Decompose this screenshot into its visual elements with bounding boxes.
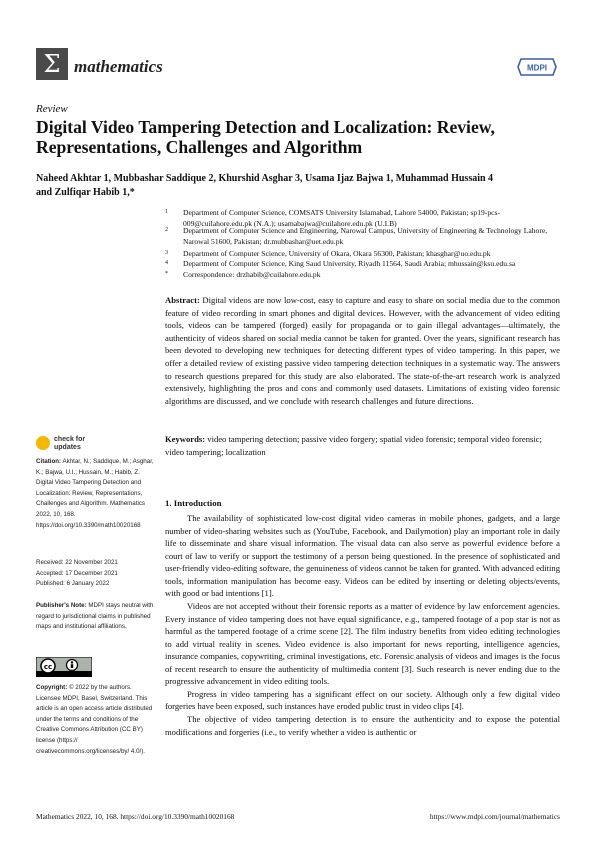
paragraph: The objective of video tampering detection is to ensure the authenticity and to expose the potential modifications and forgeries (i.e., to verify whether a video is authentic or	[165, 714, 560, 737]
citation-label: Citation:	[36, 458, 62, 465]
keywords	[165, 433, 560, 458]
page-footer	[36, 812, 560, 821]
paragraph: Progress in video tampering has a significant effect on our society. Although only a few digital video forgeries have been exposed, such instances have eroded public trust in video clips [4].	[165, 688, 560, 712]
publisher-note	[36, 601, 154, 633]
svg-text:cc: cc	[43, 663, 53, 671]
check-line-1: check for	[54, 436, 86, 443]
check-for-updates-badge[interactable]	[36, 436, 151, 456]
introduction-body	[165, 512, 560, 738]
copyright	[36, 683, 154, 757]
article-title: Digital Video Tampering Detection and Localization: Review, Representations, Challenges and Algorithm	[36, 117, 495, 157]
abstract-label: Abstract:	[165, 295, 200, 305]
accepted-date: Accepted: 17 December 2021	[36, 569, 118, 577]
citation	[36, 457, 154, 531]
paragraph: The availability of sophisticated low-cost digital video cameras in mobile phones, gadgets, and a large number of video-sharing websites such as (YouTube, Facebook, and Dailymotion) play an important role in daily life to disseminate and share visual information. The visual data can also serve as powerful evidence before a court of law to verify or support the testimony of a person being questioned. In the presence of sophisticated and user-friendly video-editing software, the genuineness of videos cannot be taken for granted. With advanced editing tools, information manipulation has become easy. Videos can be edited by inserting or deleting objects/events, with good or bad intentions [1].	[165, 513, 560, 599]
affiliation-text: Correspondence: drzhabib@cuilahore.edu.pk	[183, 270, 321, 279]
footer-url[interactable]: https://www.mdpi.com/journal/mathematics	[429, 812, 560, 821]
dates	[36, 558, 154, 590]
keywords-text: video tampering detection; passive video forgery; spatial video forensic; temporal video forensic; video tampering; localization	[165, 434, 542, 457]
journal-logo: Σ	[36, 48, 68, 80]
article-type: Review	[36, 103, 68, 115]
affiliation-number: 3	[165, 250, 168, 256]
copyright-label: Copyright:	[36, 684, 68, 691]
paragraph: Videos are not accepted without their forensic reports as a matter of evidence by law enforcement agencies. Every instance of video tampering does not have equal significance, e.g., tampered footage of a pop star is not as harmful as the tampered footage of a crime scene [2]. The film industry benefits from video editing technologies to add virtual reality in scenes. Video evidence is also important for news reporting, intelligence agencies, insurance companies, copywriting, criminal investigations, etc. Forensic analysis of videos and images is the focus of recent research to ensure the authenticity of multimedia content [3]. Such research is never ending due to the progressive advancement in video editing tools.	[165, 600, 560, 687]
citation-text: Akhtar, N.; Saddique, M.; Asghar, K.; Bajwa, U.I.; Hussain, M.; Habib, Z. Digital Video Tampering Detection and Localization: Review, Representations, Challenges and Algorithm. Mathematics 2022, 10, 168. https://doi.org/10.3390/math10020168	[36, 458, 154, 529]
author-line-2: and Zulfiqar Habib 1,*	[36, 187, 135, 198]
affiliation-text: Department of Computer Science, COMSATS University Islamabad, Lahore 54000, Pakistan; sp19-pcs-009@cuilahore.edu.pk (N.A.); usamabajwa@cuilahore.edu.pk (U.I.B)	[183, 208, 500, 228]
publisher-note-label: Publisher's Note:	[36, 602, 87, 609]
affiliation-number: 1	[165, 209, 168, 215]
author-line-1: Naheed Akhtar 1, Mubbashar Saddique 2, Khurshid Asghar 3, Usama Ijaz Bajwa 1, Muhammad Hussain 4	[36, 173, 494, 184]
mdpi-text: MDPI	[527, 63, 547, 73]
affiliation-number: 4	[165, 260, 168, 266]
affiliation-text: Department of Computer Science, King Saud University, Riyadh 11564, Saudi Arabia; mhussain@ksu.edu.sa	[183, 259, 516, 268]
check-updates-icon	[36, 436, 50, 450]
published-date: Published: 6 January 2022	[36, 580, 110, 588]
affiliation-number: *	[165, 271, 168, 277]
mdpi-logo	[517, 58, 557, 76]
affiliation-text: Department of Computer Science and Engineering, Narowal Campus, University of Engineering & Technology Lahore, Narowal 51600, Pakistan; dr.mubbashar@uet.edu.pk	[183, 226, 548, 246]
journal-name: mathematics	[74, 57, 163, 76]
author-list	[36, 172, 561, 200]
copyright-text: © 2022 by the authors. Licensee MDPI, Basel, Switzerland. This article is an open access article distributed under the terms and conditions of the Creative Commons Attribution (CC BY) license (https:// creativecommons.org/licenses/by/ 4.0/).	[36, 684, 153, 755]
abstract-text: Digital videos are now low-cost, easy to capture and easy to share on social media due to the common feature of video recording in smart phones and digital devices. However, with the advancement of video editing tools, videos can be tampered (forged) easily for propaganda or to gain illegal advantages—ultimately, the authenticity of videos shared on social media cannot be taken for granted. Over the years, significant research has been devoted to developing new techniques for detecting different types of video tampering. In this paper, we offer a detailed review of existing passive video tampering detection techniques in a systematic way. The answers to research questions prepared for this study are also elaborated. The state-of-the-art research work is analyzed extensively, highlighting the pros and cons and commonly used datasets. Limitations of existing video forensic algorithms are discussed, and we conclude with research challenges and future directions.	[165, 295, 560, 406]
received-date: Received: 22 November 2021	[36, 559, 118, 566]
cc-by-license-icon	[36, 657, 92, 677]
footer-citation: Mathematics 2022, 10, 168. https://doi.org/10.3390/math10020168	[36, 812, 235, 821]
section-heading: 1. Introduction	[165, 498, 222, 508]
affiliation-number: 2	[165, 227, 168, 233]
publisher-note-text: MDPI stays neutral with regard to jurisdictional claims in published maps and institutional affiliations.	[36, 602, 154, 631]
abstract	[165, 294, 560, 407]
keywords-label: Keywords:	[165, 434, 206, 444]
affiliation-text: Department of Computer Science, University of Okara, Okara 56300, Pakistan; khasghar@uo.edu.pk	[183, 249, 491, 258]
check-line-2: updates	[54, 444, 81, 451]
